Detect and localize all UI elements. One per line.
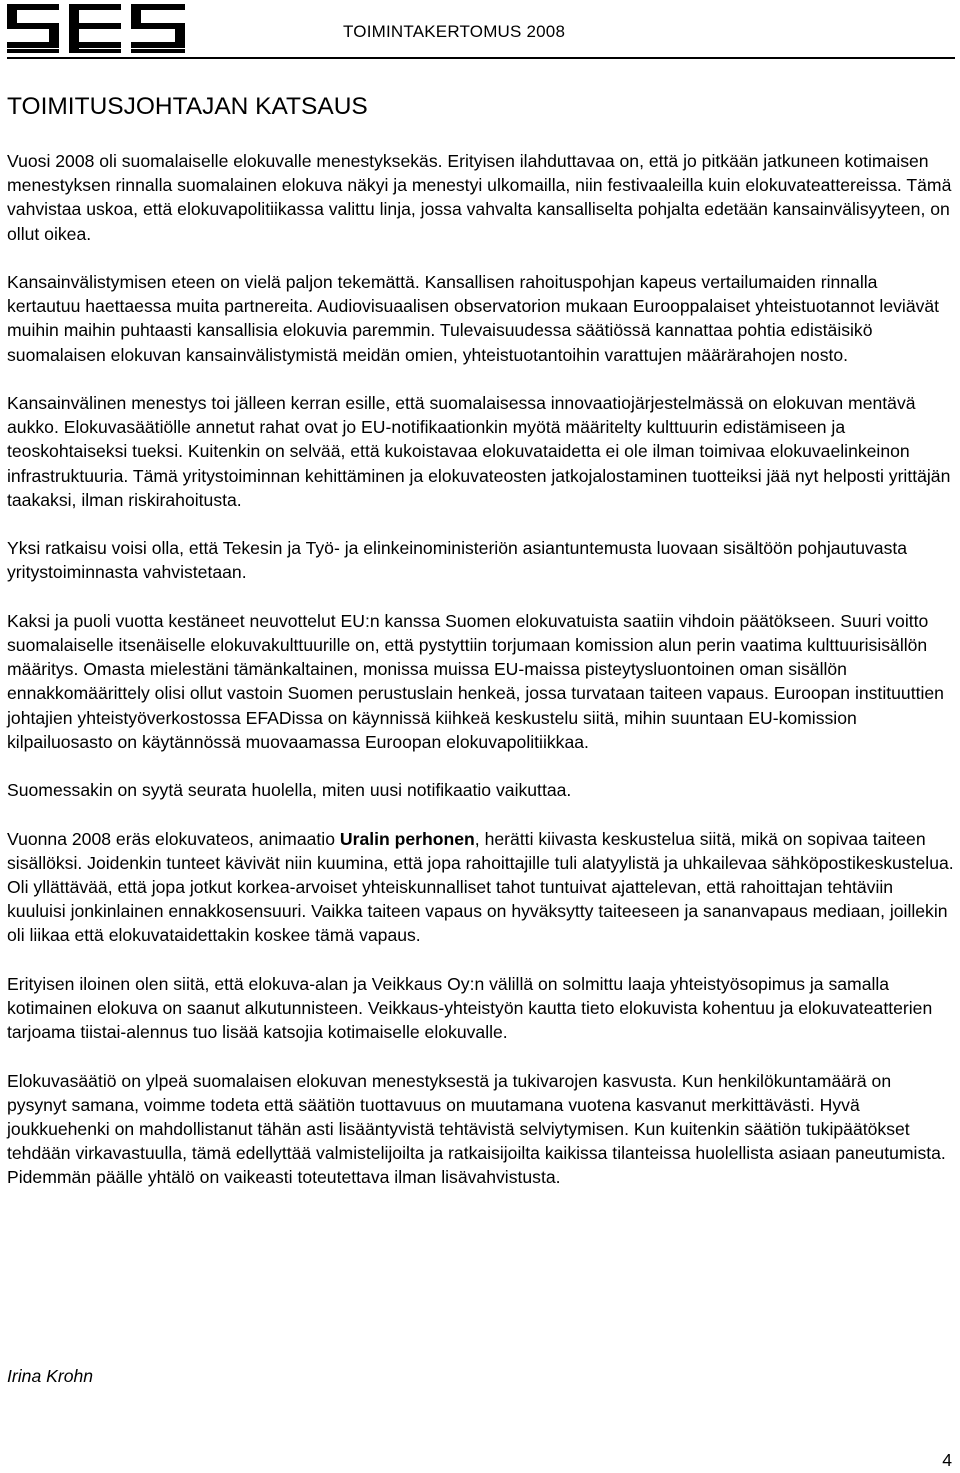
logo-letter-e [69, 4, 121, 53]
report-title: TOIMINTAKERTOMUS 2008 [343, 22, 566, 41]
article-body [7, 149, 955, 1214]
page-number: 4 [942, 1450, 952, 1470]
logo-letter-s1 [7, 4, 59, 53]
header-divider [7, 57, 955, 59]
paragraph: Erityisen iloinen olen siitä, että elokuva-alan ja Veikkaus Oy:n välillä on solmittu laaja yhteistyösopimus ja samalla kotimainen elokuva on saanut alkutunnisteen. Veikkaus-yhteistyön kautta tieto elokuvista kohentuu ja elokuvateatterien tarjoama tiistai-alennus tuo lisää katsojia kotimaiselle elokuvalle. [7, 973, 933, 1043]
ses-logo-graphic [7, 4, 185, 54]
paragraph: Kaksi ja puoli vuotta kestäneet neuvottelut EU:n kanssa Suomen elokuvatuista saatiin vihdoin päätökseen. Suuri voitto suomalaiselle itsenäiselle elokuvakulttuurille on, että pystyttiin torjumaan komission alun perin vaatima kulttuurisisällön määritys. Omasta mielestäni tämänkaltainen, monissa muissa EU-maissa pisteytysluontoinen oman sisällön ennakkomäärittely olisi ollut vastoin Suomen perustuslain henkeä, jossa turvataan taiteen vapaus. Euroopan instituuttien johtajien yhteistyöverkostossa EFADissa on käynnissä kiihkeä keskustelu siitä, mihin suuntaan EU-komission kilpailuosasto on käytännössä muovaamassa Euroopan elokuvapolitiikkaa. [7, 610, 944, 752]
paragraph: Vuosi 2008 oli suomalaiselle elokuvalle menestyksekäs. Erityisen ilahduttavaa on, että jo pitkään jatkuneen kotimaisen menestyksen rinnalla suomalainen elokuva näkyi ja menestyi ulkomailla, niin festivaaleilla kuin elokuvateattereissa. Tämä vahvistaa uskoa, että elokuvapolitiikassa valittu linja, jossa vahvalta kansalliselta pohjalta edetään kansainvälisyyteen, on ollut oikea. [7, 151, 952, 244]
page-heading: TOIMITUSJOHTAJAN KATSAUS [7, 93, 368, 120]
signature: Irina Krohn [7, 1366, 94, 1386]
paragraph-text: , herätti kiivasta keskustelua siitä, mikä on sopivaa taiteen sisällöksi. Joidenkin tunteet kävivät niin kuumina, että jopa rahoittajille tuli alatyylistä ja uhkailevaa sähköpostikeskustelua. Oli yllättävää, että jopa jotkut korkea-arvoiset yhteiskunnalliset tahot tuntuivat ajattelevan, että rahoittajan tehtäviin kuuluisi jonkinlainen ennakkosensuuri. Vaikka taiteen vapaus on hyväksytty taiteeseen ja sananvapaus mediaan, joillekin oli liikaa että elokuvataidettakin koskee tämä vapaus. [7, 828, 954, 946]
logo-letter-s2 [131, 4, 185, 53]
paragraph-uralin-perhonen [7, 827, 955, 948]
film-title: Uralin perhonen [339, 828, 475, 849]
paragraph: Suomessakin on syytä seurata huolella, miten uusi notifikaatio vaikuttaa. [7, 780, 572, 801]
paragraph: Kansainvälistymisen eteen on vielä paljon tekemättä. Kansallisen rahoituspohjan kapeus vertailumaiden rinnalla kertautuu haettaessa muita partnereita. Audiovisuaalisen observatorion mukaan Eurooppalaiset yhteistuotannot leviävät muihin maihin puhtaasti kansallisia elokuvia paremmin. Tulevaisuudessa säätiössä kannattaa pohtia edistäisikö suomalaisen elokuvan kansainvälistymistä meidän omien, yhteistuotantoihin varattujen määrärahojen nosto. [7, 272, 940, 365]
ses-logo [7, 4, 185, 54]
paragraph: Elokuvasäätiö on ylpeä suomalaisen elokuvan menestyksestä ja tukivarojen kasvusta. Kun henkilökuntamäärä on pysynyt samana, voimme todeta että säätiön tuottavuus on muutamana vuotena kasvanut merkittävästi. Hyvä joukkuehenki on mahdollistanut tähän asti lisääntyvistä tehtävistä selviytymisen. Kun kuitenkin säätiön tukipäätökset tehdään virkavastuulla, tämä edellyttää valmistelijoilta ja ratkaisijoilta kaikissa tilanteissa huolellista asiaan paneutumista. Pidemmän päälle yhtälö on vaikeasti toteutettava ilman lisävahvistusta. [7, 1070, 946, 1188]
paragraph: Yksi ratkaisu voisi olla, että Tekesin ja Työ- ja elinkeinoministeriön asiantuntemusta luovaan sisältöön pohjautuvasta yritystoiminnasta vahvistetaan. [7, 538, 908, 583]
paragraph-text: Vuonna 2008 eräs elokuvateos, animaatio [7, 828, 340, 849]
paragraph: Kansainvälinen menestys toi jälleen kerran esille, että suomalaisessa innovaatiojärjestelmässä on elokuvan mentävä aukko. Elokuvasäätiölle annetut rahat ovat jo EU-notifikaationkin myötä määritelty kulttuurin edistämiseen ja teoskohtaiseksi tueksi. Kuitenkin on selvää, että kukoistavaa elokuvataidetta ei ole ilman toimivaa elokuvaelinkeinon infrastruktuuria. Tämä yritystoiminnan kehittäminen ja elokuvateosten jatkojalostaminen tuotteiksi jää nyt helposti yrittäjän taakaksi, ilman riskirahoitusta. [7, 393, 951, 510]
